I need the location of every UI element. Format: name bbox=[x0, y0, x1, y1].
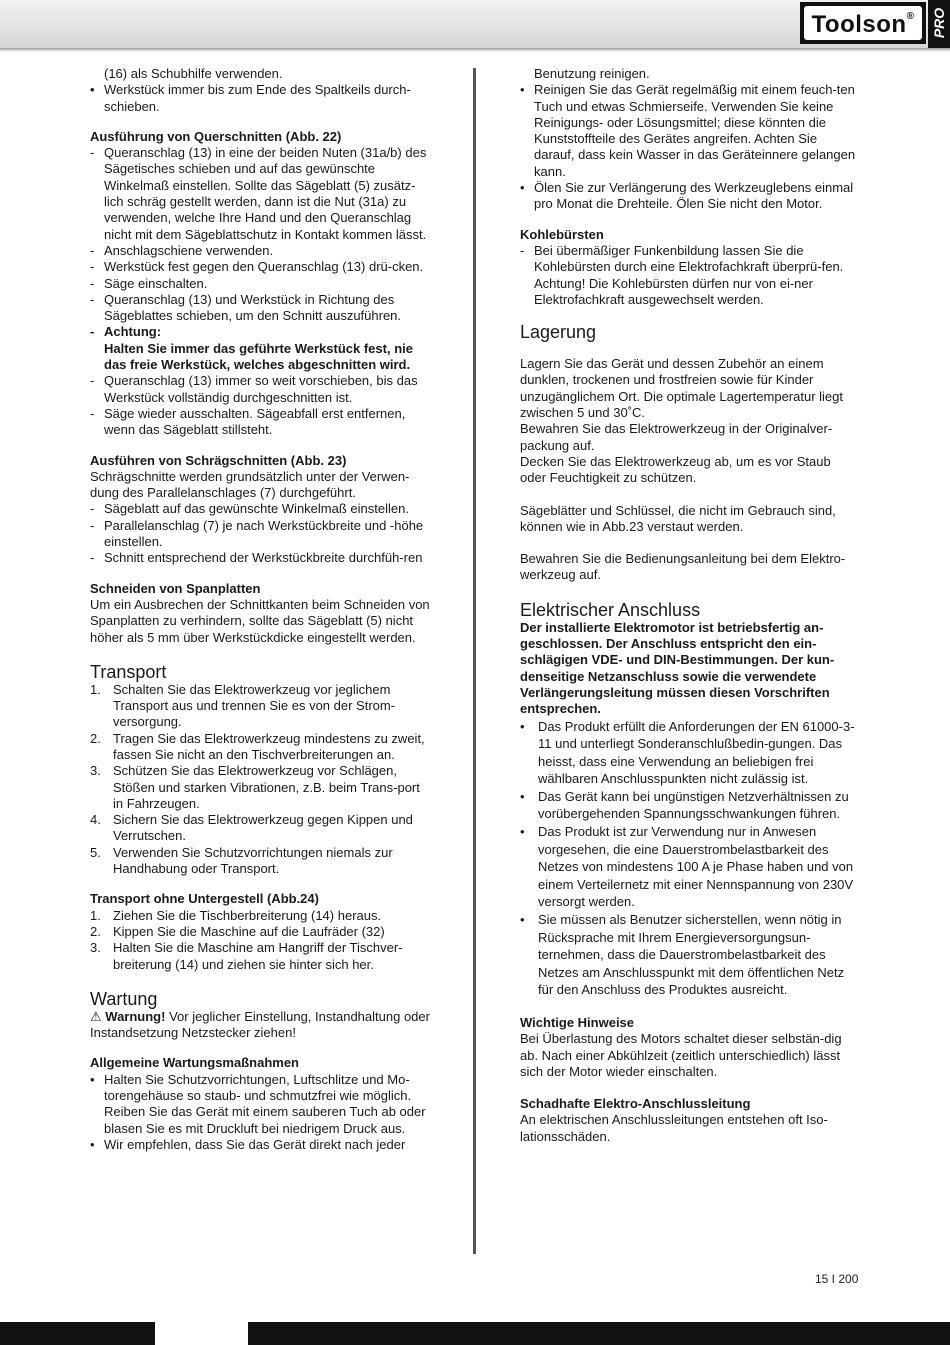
schadhafte-leitung-text: An elektrischen Anschlussleitungen entstehen oft Iso-lationsschäden. bbox=[520, 1112, 828, 1144]
allgemeine-wartung-list bbox=[90, 1072, 430, 1153]
list-marker: • bbox=[520, 824, 525, 840]
lagerung-text-3: Decken Sie das Elektrowerkzeug ab, um es vor Staub oder Feuchtigkeit zu schützen. bbox=[520, 453, 831, 486]
list-marker: - bbox=[90, 517, 95, 533]
list-marker: - bbox=[90, 242, 95, 258]
list-marker: - bbox=[90, 373, 95, 389]
list-item bbox=[90, 1137, 430, 1153]
list-item bbox=[520, 82, 860, 180]
list-item-text: Werkstück fest gegen den Queranschlag (13) drü-cken. bbox=[104, 259, 424, 275]
schraegschnitte-text: Schrägschnitte werden grundsätzlich unter der Verwen-dung des Parallelanschlages (7) durchgeführt. bbox=[90, 468, 410, 501]
list-item-text: Bei übermäßiger Funkenbildung lassen Sie die Kohlebürsten durch eine Elektrofachkraft überprü-fen. Achtung! Die Kohlebürsten dürfen nur von ei-ner Elektrofachkraft ausgewechselt werden. bbox=[534, 242, 844, 307]
list-item bbox=[90, 66, 430, 82]
right-column bbox=[520, 66, 860, 1145]
wartung-warning-text: Vor jeglicher Einstellung, Instandhaltung oder Instandsetzung Netzstecker ziehen! bbox=[90, 1008, 430, 1041]
list-item bbox=[520, 911, 860, 999]
list-item bbox=[520, 243, 860, 308]
querschnitte-warning: - Achtung: Halten Sie immer das geführte Werkstück fest, nie das freie Werkstück, welches abgeschnitten wird. bbox=[90, 324, 413, 373]
list-marker: 3. bbox=[90, 763, 101, 779]
kohlebuersten-list bbox=[520, 243, 860, 308]
list-item bbox=[90, 845, 430, 878]
pro-tab bbox=[928, 0, 950, 48]
list-marker: • bbox=[90, 82, 95, 98]
footer-bar-gap bbox=[155, 1322, 248, 1345]
list-item bbox=[520, 66, 860, 82]
list-item bbox=[90, 1072, 430, 1137]
list-item-text: Das Produkt ist zur Verwendung nur in Anwesen vorgesehen, die eine Dauerstrombelastbarkeit des Netzes von mindestens 100 A je Phase haben und von einem Verteilernetz mit einer Nennspannung von 230V versorgt werden. bbox=[538, 824, 854, 910]
list-item-text: Queranschlag (13) immer so weit vorschieben, bis das Werkstück vollständig durchgeschnitten ist. bbox=[104, 373, 418, 405]
list-marker: - bbox=[520, 242, 525, 258]
list-item bbox=[520, 788, 860, 823]
list-item-text: Sichern Sie das Elektrowerkzeug gegen Kippen und Verrutschen. bbox=[113, 812, 413, 844]
section-heading-kohlebuersten: Kohlebürsten bbox=[520, 226, 604, 242]
list-item-text: Ölen Sie zur Verlängerung des Werkzeuglebens einmal pro Monat die Drehteile. Ölen Sie nicht den Motor. bbox=[534, 180, 854, 212]
section-heading-transport-ohne-untergestell: Transport ohne Untergestell (Abb.24) bbox=[90, 891, 319, 907]
list-item bbox=[90, 550, 430, 566]
list-item bbox=[90, 763, 430, 812]
page-number: 15 I 200 bbox=[815, 1272, 859, 1286]
list-item bbox=[90, 276, 430, 292]
list-marker: 3. bbox=[90, 940, 101, 956]
list-item-text: Das Produkt erfüllt die Anforderungen der EN 61000-3-11 und unterliegt Sonderanschlußbedin-gungen. Das heisst, dass eine Verwendung an beliebigen frei wählbaren Anschlusspunkten nicht zulässig ist. bbox=[538, 718, 855, 787]
section-title-wartung: Wartung bbox=[90, 988, 158, 1009]
list-item-text: Sägeblatt auf das gewünschte Winkelmaß einstellen. bbox=[104, 501, 409, 517]
list-item-text: Sie müssen als Benutzer sicherstellen, wenn nötig in Rücksprache mit Ihrem Energieversorgungsun-ternehmen, dass die Dauerstrombelastbarkeit des Netzes am Anschlusspunkt mit dem öffentlichen Netz für den Anschluss des Produktes ausreicht. bbox=[538, 912, 845, 998]
warning-triangle-icon: ⚠ bbox=[90, 1008, 102, 1024]
querschnitte-steps-2 bbox=[90, 373, 430, 438]
lagerung-text-2: Bewahren Sie das Elektrowerkzeug in der Originalver-packung auf. bbox=[520, 421, 833, 453]
list-item-text: Reinigen Sie das Gerät regelmäßig mit einem feuch-ten Tuch und etwas Schmierseife. Verwenden Sie keine Reinigungs- oder Lösungsmittel; diese könnten die Kunststoffteile des Gerätes angreifen. Achten Sie darauf, dass kein Wasser in das Geräteinnere gelangen kann. bbox=[534, 82, 856, 179]
list-item bbox=[90, 682, 430, 731]
list-item-text: Queranschlag (13) und Werkstück in Richtung des Sägeblattes schieben, um den Schnitt auszuführen. bbox=[104, 291, 402, 324]
list-item bbox=[90, 292, 430, 325]
warning-label: Achtung: bbox=[104, 324, 162, 340]
section-title-elektrischer-anschluss: Elektrischer Anschluss bbox=[520, 599, 701, 620]
elektrischer-anschluss-intro: Der installierte Elektromotor ist betriebsfertig an-geschlossen. Der Anschluss entspricht den ein-schlägigen VDE- und DIN-Bestimmungen. Der kun-denseitige Netzanschluss sowie die verwendete Verlängerungsleitung müssen diesen Vorschriften entsprechen. bbox=[520, 619, 835, 717]
spanplatten-text: Um ein Ausbrechen der Schnittkanten beim Schneiden von Spanplatten zu verhindern, sollte das Sägeblatt (5) nicht höher als 5 mm über Werkstückdicke eingestellt werden. bbox=[90, 596, 430, 645]
list-marker: • bbox=[90, 1071, 95, 1087]
warning-text: Halten Sie immer das geführte Werkstück fest, nie das freie Werkstück, welches abgeschnitten wird. bbox=[104, 340, 413, 373]
section-heading-allgemeine-wartung: Allgemeine Wartungsmaßnahmen bbox=[90, 1055, 299, 1071]
lagerung-text-4: Sägeblätter und Schlüssel, die nicht im Gebrauch sind, können wie in Abb.23 verstaut werden. bbox=[520, 502, 836, 534]
list-marker: - bbox=[90, 550, 95, 566]
left-column bbox=[90, 66, 430, 1153]
list-marker: • bbox=[520, 82, 525, 98]
list-marker: • bbox=[520, 180, 525, 196]
list-item-text: Wir empfehlen, dass Sie das Gerät direkt nach jeder bbox=[104, 1136, 406, 1152]
list-marker: 1. bbox=[90, 681, 101, 697]
column-divider bbox=[473, 68, 476, 1254]
list-item-text: (16) als Schubhilfe verwenden. bbox=[104, 66, 283, 81]
section-title-transport: Transport bbox=[90, 661, 167, 682]
wichtige-hinweise-text: Bei Überlastung des Motors schaltet dieser selbstän-dig ab. Nach einer Abkühlzeit (zeitlich unterschiedlich) lässt sich der Motor wieder einschalten. bbox=[520, 1031, 842, 1079]
list-item bbox=[90, 259, 430, 275]
list-item-text: Schützen Sie das Elektrowerkzeug vor Schlägen, Stößen und starken Vibrationen, z.B. beim Trans-port in Fahrzeugen. bbox=[113, 763, 420, 811]
section-heading-schadhafte-leitung: Schadhafte Elektro-Anschlussleitung bbox=[520, 1096, 751, 1112]
list-item-text: Verwenden Sie Schutzvorrichtungen niemals zur Handhabung oder Transport. bbox=[113, 844, 393, 877]
header-shadow bbox=[0, 48, 950, 52]
list-marker: - bbox=[90, 501, 95, 517]
wartung-warning-label: Warnung! bbox=[105, 1008, 166, 1024]
list-item-text: Halten Sie Schutzvorrichtungen, Luftschlitze und Mo-torengehäuse so staub- und schmutzfrei wie möglich. Reiben Sie das Gerät mit einem sauberen Tuch ab oder blasen Sie es mit Druckluft bei niedrigem Druck aus. bbox=[104, 1071, 426, 1136]
brand-name: Toolson bbox=[811, 11, 907, 38]
list-marker: • bbox=[90, 1136, 95, 1152]
section-heading-wichtige-hinweise: Wichtige Hinweise bbox=[520, 1015, 635, 1030]
list-marker: - bbox=[90, 275, 95, 291]
elektrischer-anschluss-list bbox=[520, 718, 860, 1000]
registered-mark: ® bbox=[906, 11, 915, 22]
list-item-text: Schalten Sie das Elektrowerkzeug vor jeglichem Transport aus und trennen Sie es von der Strom-versorgung. bbox=[113, 681, 396, 730]
list-item-text: Kippen Sie die Maschine auf die Laufräder (32) bbox=[113, 923, 385, 939]
list-marker: 1. bbox=[90, 907, 101, 923]
querschnitte-steps bbox=[90, 145, 430, 324]
list-item-text: Queranschlag (13) in eine der beiden Nuten (31a/b) des Sägetisches schieben und auf das gewünschte Winkelmaß einstellen. Sollte das Sägeblatt (5) zusätz-lich schräg gestellt werden, dann ist die Nut (31a) zu verwenden, welche Ihre Hand und den Queranschlag nicht mit dem Sägeblattschutz in Kontakt kommen lässt. bbox=[104, 145, 427, 242]
list-marker: • bbox=[520, 912, 525, 928]
list-item bbox=[520, 180, 860, 213]
section-heading-spanplatten: Schneiden von Spanplatten bbox=[90, 580, 261, 596]
list-marker: - bbox=[90, 145, 95, 161]
footer-bar bbox=[0, 1322, 950, 1345]
intro-list bbox=[90, 66, 430, 115]
list-item bbox=[90, 518, 430, 551]
list-marker: 2. bbox=[90, 923, 101, 939]
list-marker: • bbox=[520, 788, 525, 804]
list-marker: • bbox=[520, 718, 525, 734]
section-title-lagerung: Lagerung bbox=[520, 322, 597, 343]
list-marker: - bbox=[90, 259, 95, 275]
list-item bbox=[90, 812, 430, 845]
list-marker: - bbox=[90, 291, 95, 307]
list-marker: 2. bbox=[90, 730, 101, 746]
lagerung-text-1: Lagern Sie das Gerät und dessen Zubehör an einem dunklen, trockenen und frostfreien sowie für Kinder unzugänglichem Ort. Die optimale Lagertemperatur liegt zwischen 5 und 30˚C. bbox=[520, 356, 844, 421]
wartung-continued-list bbox=[520, 66, 860, 213]
list-item-text: Parallelanschlag (7) je nach Werkstückbreite und -höhe einstellen. bbox=[104, 517, 424, 550]
list-item bbox=[90, 406, 430, 439]
list-item bbox=[90, 243, 430, 259]
transport-ohne-untergestell-steps bbox=[90, 908, 430, 973]
lagerung-text-5: Bewahren Sie die Bedienungsanleitung bei dem Elektro-werkzeug auf. bbox=[520, 551, 846, 583]
list-item-text: Säge einschalten. bbox=[104, 275, 208, 291]
list-marker: 4. bbox=[90, 812, 101, 828]
list-item-text: Tragen Sie das Elektrowerkzeug mindestens zu zweit, fassen Sie nicht an den Tischverbreiterungen an. bbox=[113, 730, 425, 762]
pro-label: PRO bbox=[931, 7, 947, 39]
list-item bbox=[90, 145, 430, 243]
brand-logo bbox=[800, 2, 926, 44]
list-item-text: Schnitt entsprechend der Werkstückbreite durchfüh-ren bbox=[104, 550, 423, 566]
section-heading-querschnitte: Ausführung von Querschnitten (Abb. 22) bbox=[90, 128, 342, 144]
list-item bbox=[90, 373, 430, 406]
list-item-text: Säge wieder ausschalten. Sägeabfall erst entfernen, wenn das Sägeblatt stillsteht. bbox=[104, 405, 406, 438]
list-item-text: Ziehen Sie die Tischberbreiterung (14) heraus. bbox=[113, 907, 382, 923]
list-item bbox=[520, 718, 860, 788]
list-item bbox=[90, 731, 430, 764]
list-item bbox=[90, 82, 430, 115]
list-item-text: Halten Sie die Maschine am Hangriff der Tischver-breiterung (14) und ziehen sie hinter sich her. bbox=[113, 940, 403, 972]
wartung-warning bbox=[90, 1009, 430, 1042]
transport-steps bbox=[90, 682, 430, 878]
section-heading-schraegschnitte: Ausführen von Schrägschnitten (Abb. 23) bbox=[90, 452, 347, 468]
list-item bbox=[90, 924, 430, 940]
list-item bbox=[90, 501, 430, 517]
schraegschnitte-steps bbox=[90, 501, 430, 566]
list-item bbox=[90, 908, 430, 924]
list-item bbox=[90, 940, 430, 973]
list-item-text: Benutzung reinigen. bbox=[534, 66, 650, 81]
list-item bbox=[520, 823, 860, 911]
list-item-text: Anschlagschiene verwenden. bbox=[104, 242, 274, 258]
list-item-text: Werkstück immer bis zum Ende des Spaltkeils durch-schieben. bbox=[104, 82, 411, 114]
list-item-text: Das Gerät kann bei ungünstigen Netzverhältnissen zu vorübergehenden Spannungsschwankungen führen. bbox=[538, 788, 849, 822]
list-marker: - bbox=[90, 405, 95, 421]
list-marker: 5. bbox=[90, 844, 101, 860]
